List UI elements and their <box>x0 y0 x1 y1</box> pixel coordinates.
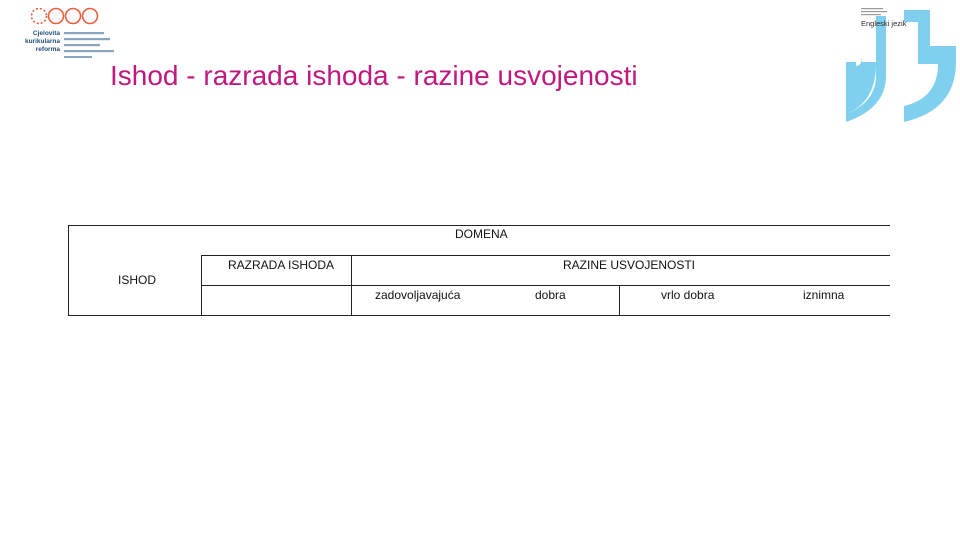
level-label: iznimna <box>803 288 845 302</box>
domain-header: DOMENA <box>455 227 508 241</box>
level-label: vrlo dobra <box>661 288 715 302</box>
outcome-header: ISHOD <box>118 273 157 287</box>
subject-name: Engleski jezik <box>861 19 907 28</box>
level-label: dobra <box>535 288 566 302</box>
page-title: Ishod - razrada ishoda - razine usvojenosti <box>110 60 638 91</box>
level-label: zadovoljavajuća <box>375 288 461 302</box>
elaboration-header: RAZRADA ISHODA <box>228 258 335 272</box>
logo-brand-text: Cjelovita kurikularna reforma <box>24 30 60 53</box>
levels-header: RAZINE USVOJENOSTI <box>563 258 696 272</box>
